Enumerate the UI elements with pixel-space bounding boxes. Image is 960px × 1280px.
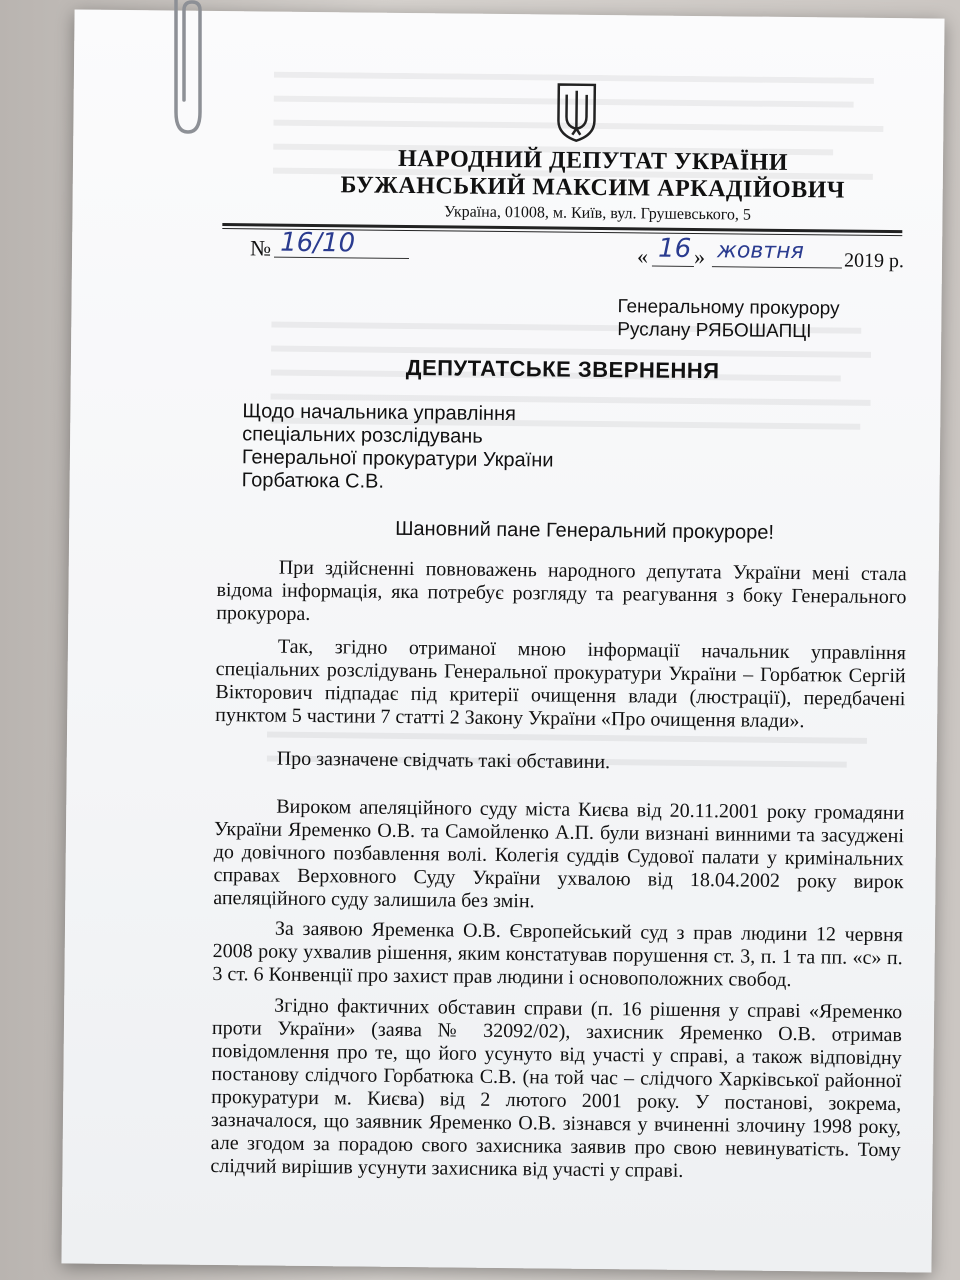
- paragraph-text: Так, згідно отриманої мною інформації начальник управління спеціальних розслідувань Генеральної прокуратури України – Горбатюк Сергій Вікторович підпадає під критерії очищення влади (люстрації), передбачені пунктом 5 частини 7 статті 2 Закону України «Про очищення влади».: [215, 635, 907, 733]
- paragraph-text: Згідно фактичних обставин справи (п. 16 рішення у справі «Яременко проти України» (заява № 32092/02), захисник Яременко О.В. отримав повідомлення про те, що його усунуто від участі у справі, а також відповідну постанову слідчого Горбатюка С.В. (на той час – слідчого Харківської районної прокуратури м. Києва) від 2 лютого 2001 року. У постанові, зокрема, зазначалося, що заявник Яременко О.В. зізнався у вчиненні злочину 1998 року, але згодом за порадою свого захисника заявив про свою невинуватість. Тому слідчий вирішив усунути захисника від участі у справі.: [210, 994, 903, 1182]
- trident-emblem-icon: [554, 81, 599, 143]
- greeting: Шановний пане Генеральний прокуроре!: [395, 517, 775, 544]
- day-underline: [652, 266, 694, 267]
- header-address: Україна, 01008, м. Київ, вул. Грушевського, 5: [443, 203, 752, 224]
- subject-line: спеціальних розслідувань: [242, 423, 483, 448]
- paragraph-text: За заявою Яременка О.В. Європейський суд з прав людини 12 червня 2008 року ухвалив рішення, яким констатував порушення ст. 3, п. 1 та пп. «с» п. 3 ст. 6 Конвенції про захист прав людини і основоположних свобод.: [212, 917, 904, 992]
- body-paragraph: [215, 747, 905, 777]
- date-quote-open: «: [636, 243, 649, 269]
- month-handwritten: жовтня: [716, 238, 804, 265]
- day-handwritten: 16: [657, 233, 692, 264]
- number-handwritten: 16/10: [280, 227, 356, 259]
- document-page: [61, 9, 944, 1272]
- header-name: БУЖАНСЬКИЙ МАКСИМ АРКАДІЙОВИЧ: [340, 172, 846, 204]
- body-paragraph: [216, 556, 907, 632]
- subject-line: Щодо начальника управління: [242, 400, 517, 426]
- month-underline: [712, 266, 842, 268]
- date-year: 2019 р.: [843, 249, 905, 273]
- paperclip-icon: [162, 0, 206, 140]
- recipient-title: Генеральному прокурору: [617, 296, 840, 320]
- header-title: НАРОДНИЙ ДЕПУТАТ УКРАЇНИ: [397, 145, 789, 176]
- paragraph-text: Вироком апеляційного суду міста Києва від 20.11.2001 року громадяни України Яременко О.В. та Самойленко А.П. були визнані винними та засуджені до довічного позбавлення волі. Колегія суддів Судової палати у кримінальних справах Верховного Суду України ухвалою від 18.04.2002 року вирок апеляційного суду залишила без змін.: [213, 795, 905, 913]
- date-quote-close: »: [693, 243, 706, 270]
- paragraph-text: Про зазначене свідчать такі обставини.: [276, 747, 611, 774]
- recipient-name: Руслану РЯБОШАПЦІ: [617, 319, 812, 343]
- body-paragraph: [210, 994, 902, 1185]
- subject-line: Генеральної прокуратури України: [241, 446, 554, 472]
- subject-line: Горбатюка С.В.: [241, 469, 385, 493]
- body-paragraph: [212, 917, 903, 993]
- paragraph-text: При здійсненні повноважень народного депутата України мені стала відома інформація, яка потребує розгляду та реагування з боку Генерального прокурора.: [216, 556, 907, 625]
- body-paragraph: [213, 795, 904, 917]
- document-title: ДЕПУТАТСЬКЕ ЗВЕРНЕННЯ: [405, 354, 720, 384]
- number-label: №: [249, 235, 272, 261]
- body-paragraph: [215, 635, 906, 734]
